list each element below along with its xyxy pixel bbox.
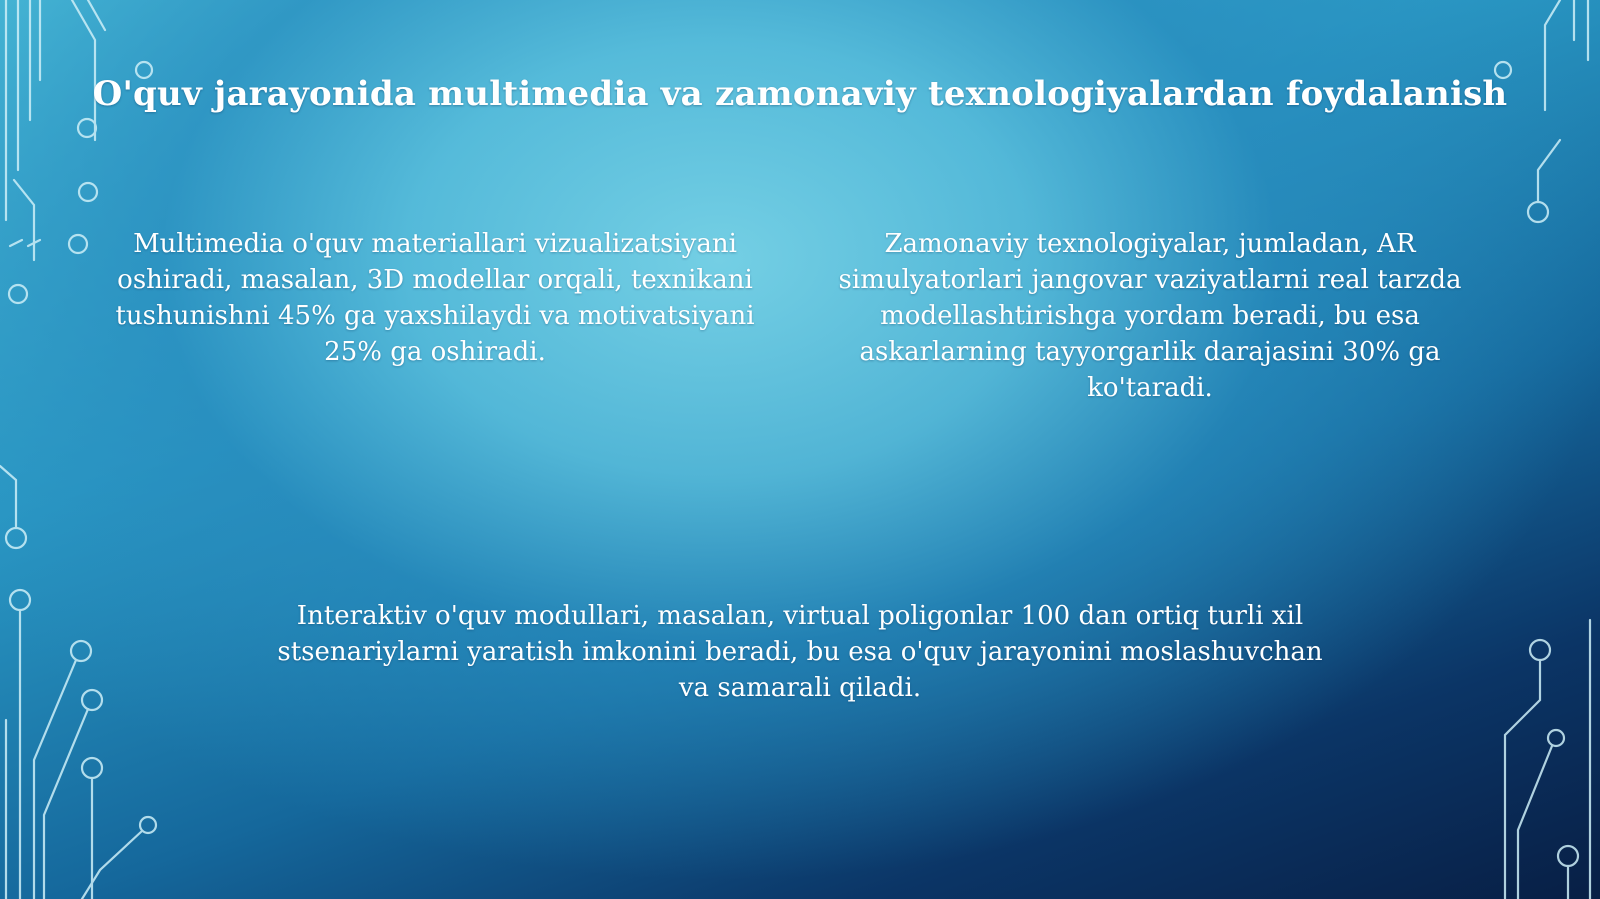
paragraph-interactive-modules: Interaktiv o'quv modullari, masalan, virtual poligonlar 100 dan ortiq turli xil stsenariylarni yaratish imkonini beradi, bu esa o'quv jarayonini moslashuvchan va samarali qiladi. xyxy=(277,601,1323,703)
paragraph-modern-technologies: Zamonaviy texnologiyalar, jumladan, AR simulyatorlari jangovar vaziyatlarni real tarzda modellashtirishga yordam beradi, bu esa askarlarning tayyorgarlik darajasini 30% ga ko'taradi. xyxy=(838,229,1462,403)
slide-title: O'quv jarayonida multimedia va zamonaviy texnologiyalardan foydalanish xyxy=(92,74,1508,114)
paragraph-multimedia: Multimedia o'quv materiallari vizualizatsiyani oshiradi, masalan, 3D modellar orqali, texnikani tushunishni 45% ga yaxshilaydi va motivatsiyani 25% ga oshiradi. xyxy=(115,229,755,367)
